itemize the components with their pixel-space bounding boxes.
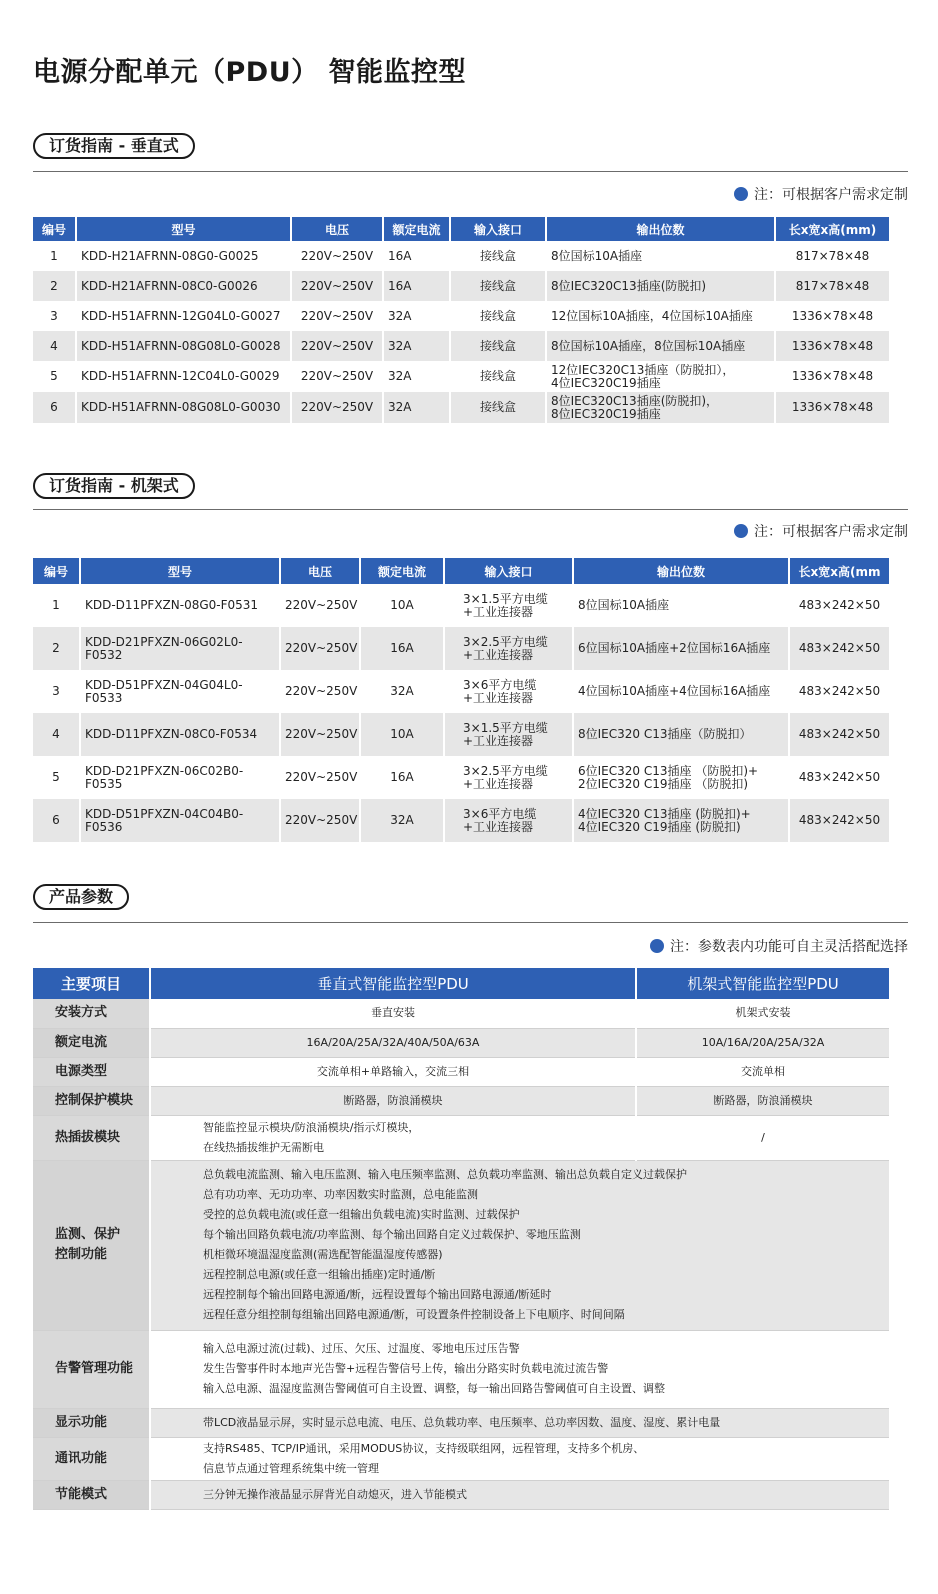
cell-item: 热插拔模块: [33, 1115, 150, 1160]
cell-vertical: 垂直安装: [150, 999, 636, 1028]
cell-current: 16A: [360, 756, 444, 799]
col-header: 垂直式智能监控型PDU: [150, 968, 636, 999]
cell-no: 6: [33, 799, 80, 842]
col-header: 长x宽x高(mm: [789, 558, 889, 584]
cell-detail: [150, 1330, 889, 1408]
note-text: 注：可根据客户需求定制: [754, 524, 908, 540]
cell-voltage: 220V~250V: [291, 361, 383, 392]
cell-detail-line: 输入总电源、温湿度监测告警阈值可自主设置、调整，每一输出回路告警阈值可自主设置、调整: [203, 1382, 665, 1395]
table-row: [33, 670, 889, 713]
table-row: [33, 271, 889, 301]
cell-detail-line: 受控的总负载电流(或任意一组输出负载电流)实时监测、过载保护: [203, 1208, 520, 1221]
cell-output: [546, 241, 775, 271]
col-header: 输入接口: [444, 558, 573, 584]
table-row: [33, 1086, 889, 1115]
cell-item: 安装方式: [33, 999, 150, 1028]
cell-rack: 机架式安装: [636, 999, 889, 1028]
cell-output: [546, 392, 775, 423]
cell-output-line: 4位IEC320 C19插座 (防脱扣): [578, 819, 741, 834]
bullet-dot-icon: [650, 939, 664, 953]
cell-voltage: 220V~250V: [280, 756, 360, 799]
cell-input-line: 3×2.5平方电缆: [463, 763, 548, 778]
cell-no: 5: [33, 756, 80, 799]
cell-input: 接线盒: [450, 241, 546, 271]
table-row: [33, 331, 889, 361]
table-row: [33, 392, 889, 423]
cell-current: 32A: [383, 301, 450, 331]
cell-size: 1336×78×48: [775, 331, 889, 361]
table-row: [33, 1028, 889, 1057]
note-text: 注：参数表内功能可自主灵活搭配选择: [670, 939, 908, 955]
cell-voltage: 220V~250V: [291, 241, 383, 271]
col-header: 输出位数: [546, 217, 775, 241]
cell-detail-line: 带LCD液晶显示屏，实时显示总电流、电压、总负载功率、电压频率、总功率因数、温度、湿度、累计电量: [203, 1415, 721, 1429]
cell-output: [573, 670, 789, 713]
cell-output-line: 8位IEC320 C13插座（防脱扣）: [578, 727, 752, 741]
cell-input: 接线盒: [450, 331, 546, 361]
cell-model: KDD-H51AFRNN-08G08L0-G0028: [76, 331, 291, 361]
cell-size: 1336×78×48: [791, 369, 874, 383]
table-row: [33, 713, 889, 756]
cell-output: [573, 584, 789, 627]
cell-current: 32A: [360, 799, 444, 842]
cell-output: [546, 301, 775, 331]
divider: [33, 922, 908, 923]
rack-order-table: [33, 558, 889, 842]
cell-input: 接线盒: [450, 392, 546, 423]
table-row: [33, 241, 889, 271]
cell-output-line: 2位IEC320 C19插座 （防脱扣): [578, 776, 748, 791]
cell-vertical: 交流单相+单路输入，交流三相: [150, 1057, 636, 1086]
cell-voltage: 220V~250V: [291, 271, 383, 301]
cell-item: 通讯功能: [33, 1437, 150, 1480]
cell-output-line: 4位国标10A插座+4位国标16A插座: [578, 684, 771, 698]
cell-output: [573, 713, 789, 756]
cell-rack: 10A/16A/20A/25A/32A: [636, 1028, 889, 1057]
bullet-dot-icon: [734, 187, 748, 201]
cell-no: 3: [33, 301, 76, 331]
cell-detail: [150, 1437, 889, 1480]
cell-size: 817×78×48: [775, 271, 889, 301]
col-header: 主要项目: [33, 968, 150, 999]
cell-detail-line: 总负载电流监测、输入电压监测、输入电压频率监测、总负载功率监测、输出总负载自定义过载保护: [203, 1168, 687, 1181]
cell-input: [444, 799, 573, 842]
cell-input-line: +工业连接器: [463, 690, 534, 705]
cell-model: KDD-H51AFRNN-08G08L0-G0030: [76, 392, 291, 423]
cell-no: 4: [33, 331, 76, 361]
cell-rack: /: [636, 1115, 889, 1160]
cell-current: 16A: [383, 271, 450, 301]
col-header: 额定电流: [383, 217, 450, 241]
cell-model: KDD-D51PFXZN-04C04B0-F0536: [80, 799, 280, 842]
table-row: [33, 1057, 889, 1086]
cell-size: 1336×78×48: [775, 392, 889, 423]
cell-input-line: 3×6平方电缆: [463, 677, 537, 692]
cell-size: 483×242×50: [798, 770, 881, 784]
cell-size: 1336×78×48: [791, 308, 874, 323]
cell-input: 接线盒: [450, 361, 546, 392]
cell-model: KDD-H51AFRNN-12G04L0-G0027: [76, 301, 291, 331]
cell-current: 32A: [360, 670, 444, 713]
cell-current: 10A: [360, 584, 444, 627]
col-header: 输出位数: [573, 558, 789, 584]
divider: [33, 171, 908, 172]
cell-rack: 交流单相: [636, 1057, 889, 1086]
table-row: [33, 799, 889, 842]
vertical-order-table: [33, 217, 889, 423]
cell-output-line: 8位IEC320C13插座(防脱扣): [551, 278, 707, 293]
divider: [33, 509, 908, 510]
cell-output-line: 6位国标10A插座+2位国标16A插座: [578, 641, 771, 655]
table-row: [33, 1330, 889, 1408]
cell-input: [444, 713, 573, 756]
cell-input: [444, 584, 573, 627]
cell-model: KDD-D21PFXZN-06C02B0-F0535: [80, 756, 280, 799]
cell-no: 2: [33, 271, 76, 301]
cell-model: KDD-H21AFRNN-08C0-G0026: [76, 271, 291, 301]
cell-output: [573, 799, 789, 842]
table-row: [33, 1437, 889, 1480]
cell-detail-line: 每个输出回路负载电流/功率监测、每个输出回路自定义过载保护、零地压监测: [203, 1228, 581, 1241]
cell-model: KDD-D21PFXZN-06G02L0-F0532: [80, 627, 280, 670]
cell-detail-line: 信息节点通过管理系统集中统一管理: [203, 1461, 379, 1475]
table-row: [33, 627, 889, 670]
cell-output: [546, 331, 775, 361]
cell-no: 2: [33, 627, 80, 670]
cell-vertical: 16A/20A/25A/32A/40A/50A/63A: [150, 1028, 636, 1057]
col-header: 电压: [280, 558, 360, 584]
cell-detail-line: 支持RS485、TCP/IP通讯，采用MODUS协议，支持级联组网，远程管理，支持多个机房、: [203, 1441, 645, 1455]
cell-output-line: 12位IEC320C13插座（防脱扣），: [551, 362, 735, 377]
cell-no: 4: [33, 713, 80, 756]
cell-detail-line: 输入总电源过流(过载)、过压、欠压、过温度、零地电压过压告警: [203, 1342, 520, 1355]
cell-detail-line: 在线热插拔维护无需断电: [203, 1140, 324, 1154]
cell-output-line: 8位国标10A插座，8位国标10A插座: [551, 338, 746, 353]
cell-model: KDD-D51PFXZN-04G04L0-F0533: [80, 670, 280, 713]
col-header: 额定电流: [360, 558, 444, 584]
cell-model: KDD-D11PFXZN-08C0-F0534: [80, 713, 280, 756]
cell-detail-line: 总有功功率、无功功率、功率因数实时监测，总电能监测: [203, 1188, 478, 1201]
cell-item: 告警管理功能: [33, 1330, 150, 1408]
cell-vertical: 断路器，防浪涌模块: [150, 1086, 636, 1115]
table-row: [33, 301, 889, 331]
note-vertical: [734, 184, 908, 204]
cell-output-line: 8位国标10A插座: [551, 248, 643, 263]
cell-model: KDD-H21AFRNN-08G0-G0025: [76, 241, 291, 271]
col-header: 长x宽x高(mm): [775, 217, 889, 241]
cell-output: [546, 271, 775, 301]
cell-voltage: 220V~250V: [280, 584, 360, 627]
cell-output-line: 8位IEC320C19插座: [551, 406, 661, 421]
col-header: 电压: [291, 217, 383, 241]
cell-output: [573, 756, 789, 799]
cell-input-line: +工业连接器: [463, 733, 534, 748]
cell-current: 16A: [360, 627, 444, 670]
cell-item: 电源类型: [33, 1057, 150, 1086]
cell-size: 483×242×50: [798, 598, 881, 612]
table-row: [33, 584, 889, 627]
cell-item: [33, 1160, 150, 1330]
cell-detail: [150, 1115, 636, 1160]
cell-input: [444, 670, 573, 713]
col-header: 输入接口: [450, 217, 546, 241]
cell-detail-line: 智能监控显示模块/防浪涌模块/指示灯模块，: [203, 1120, 420, 1134]
cell-detail-line: 机柜微环境温湿度监测(需选配智能温湿度传感器): [203, 1248, 443, 1261]
cell-current: 32A: [383, 392, 450, 423]
cell-input-line: +工业连接器: [463, 776, 534, 791]
cell-output-line: 4位IEC320C19插座: [551, 375, 661, 390]
cell-input-line: +工业连接器: [463, 819, 534, 834]
col-header: 编号: [33, 558, 80, 584]
cell-voltage: 220V~250V: [280, 713, 360, 756]
table-row: [33, 756, 889, 799]
cell-no: 3: [33, 670, 80, 713]
cell-detail-line: 远程控制每个输出回路电源通/断，远程设置每个输出回路电源通/断延时: [203, 1288, 552, 1301]
cell-rack: 断路器，防浪涌模块: [636, 1086, 889, 1115]
cell-item-line: 监测、保护: [55, 1227, 121, 1242]
params-table: [33, 968, 889, 1510]
cell-detail: [150, 1160, 889, 1330]
cell-no: 5: [33, 361, 76, 392]
cell-output-line: 6位IEC320 C13插座 （防脱扣)+: [578, 763, 759, 778]
cell-item: 额定电流: [33, 1028, 150, 1057]
cell-input: [444, 627, 573, 670]
table-row: [33, 999, 889, 1028]
cell-no: 6: [33, 392, 76, 423]
section-title-vertical: 订货指南 - 垂直式: [33, 133, 195, 159]
cell-current: 32A: [383, 361, 450, 392]
cell-input-line: 3×6平方电缆: [463, 806, 537, 821]
col-header: 编号: [33, 217, 76, 241]
table-row: [33, 1160, 889, 1330]
cell-voltage: 220V~250V: [291, 301, 383, 331]
cell-detail-line: 发生告警事件时本地声光告警+远程告警信号上传，输出分路实时负载电流过流告警: [203, 1362, 609, 1375]
table-row: [33, 1480, 889, 1509]
cell-output-line: 8位IEC320C13插座(防脱扣)，: [551, 393, 719, 408]
table-row: [33, 361, 889, 392]
cell-size: 483×242×50: [789, 713, 889, 756]
cell-input: 接线盒: [450, 271, 546, 301]
note-params: [650, 936, 908, 956]
cell-input-line: 3×1.5平方电缆: [463, 720, 548, 735]
cell-detail-line: 远程任意分组控制每组输出回路电源通/断，可设置条件控制设备上下电顺序、时间间隔: [203, 1308, 625, 1321]
cell-output-line: 4位IEC320 C13插座 (防脱扣)+: [578, 806, 751, 821]
cell-item-line: 控制功能: [55, 1247, 108, 1262]
cell-size: 817×78×48: [795, 248, 870, 263]
cell-input: 接线盒: [450, 301, 546, 331]
col-header: 型号: [76, 217, 291, 241]
cell-item: 控制保护模块: [33, 1086, 150, 1115]
cell-model: KDD-H51AFRNN-12C04L0-G0029: [76, 361, 291, 392]
cell-item: 节能模式: [33, 1480, 150, 1509]
section-title-rack: 订货指南 - 机架式: [33, 473, 195, 499]
table-row: [33, 1408, 889, 1437]
cell-size: 483×242×50: [798, 684, 881, 698]
cell-output: [573, 627, 789, 670]
cell-input-line: +工业连接器: [463, 647, 534, 662]
cell-input-line: 3×2.5平方电缆: [463, 634, 548, 649]
cell-detail: [150, 1480, 889, 1509]
cell-detail-line: 远程控制总电源(或任意一组输出插座)定时通/断: [203, 1268, 436, 1281]
cell-output-line: 8位国标10A插座: [578, 598, 670, 612]
table-row: [33, 1115, 889, 1160]
cell-detail-line: 三分钟无操作液晶显示屏背光自动熄灭，进入节能模式: [203, 1487, 467, 1501]
col-header: 型号: [80, 558, 280, 584]
cell-voltage: 220V~250V: [280, 627, 360, 670]
section-title-params: 产品参数: [33, 884, 129, 910]
cell-no: 1: [33, 584, 80, 627]
cell-voltage: 220V~250V: [280, 799, 360, 842]
page-title: 电源分配单元（PDU） 智能监控型: [33, 57, 467, 88]
cell-current: 10A: [360, 713, 444, 756]
cell-item: 显示功能: [33, 1408, 150, 1437]
cell-current: 32A: [383, 331, 450, 361]
cell-voltage: 220V~250V: [280, 670, 360, 713]
note-text: 注：可根据客户需求定制: [754, 187, 908, 203]
cell-output: [546, 361, 775, 392]
cell-no: 1: [33, 241, 76, 271]
cell-voltage: 220V~250V: [291, 331, 383, 361]
col-header: 机架式智能监控型PDU: [636, 968, 889, 999]
cell-size: 483×242×50: [789, 627, 889, 670]
cell-input-line: 3×1.5平方电缆: [463, 591, 548, 606]
cell-current: 16A: [383, 241, 450, 271]
cell-output-line: 12位国标10A插座，4位国标10A插座: [551, 308, 753, 323]
cell-detail: [150, 1408, 889, 1437]
cell-model: KDD-D11PFXZN-08G0-F0531: [80, 584, 280, 627]
cell-input-line: +工业连接器: [463, 604, 534, 619]
cell-input: [444, 756, 573, 799]
note-rack: [734, 521, 908, 541]
cell-voltage: 220V~250V: [291, 392, 383, 423]
bullet-dot-icon: [734, 524, 748, 538]
cell-size: 483×242×50: [789, 799, 889, 842]
